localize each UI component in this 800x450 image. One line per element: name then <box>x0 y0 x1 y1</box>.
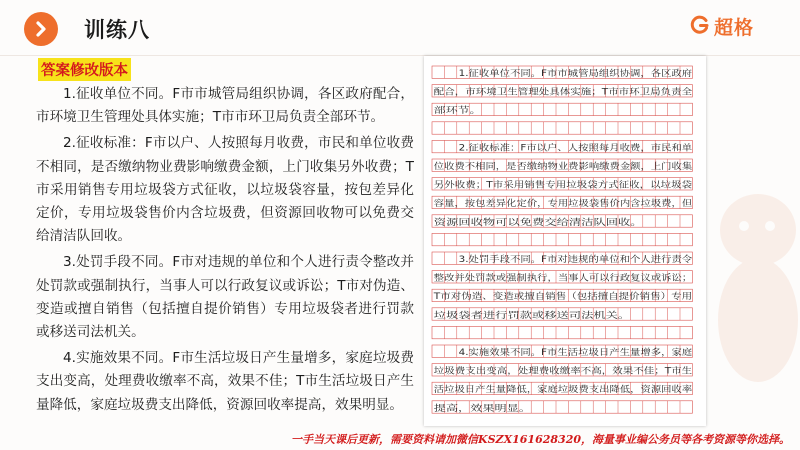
answer-sheet-line: 提高，效果明显。 <box>433 403 503 414</box>
answer-sheet-row <box>432 401 692 414</box>
answer-sheet-row <box>432 178 693 191</box>
answer-sheet-row <box>432 326 692 338</box>
answer-paragraph-1: 1.征收单位不同。F市市城管局组织协调，各区政府配合，市环境卫生管理处具体实施；T市市环卫局负责全部环节。 <box>36 86 414 126</box>
answer-sheet-row <box>432 140 693 153</box>
answer-sheet-row <box>432 85 693 98</box>
answer-sheet-row <box>432 215 692 228</box>
answer-sheet-row <box>432 308 692 321</box>
answer-sheet-row <box>432 103 692 116</box>
answer-sheet-line: 配合，市环境卫生管理处具体实施；T市市环卫局负责全 <box>433 87 646 98</box>
answer-sheet-line: 1.征收单位不同。F市市城管局组织协调，各区政府 <box>458 69 653 79</box>
answer-sheet-row <box>432 364 693 377</box>
answer-sheet-line: 活垃圾日产生量降低，家庭垃圾费支出降低，资源回收率 <box>433 385 649 396</box>
answer-sheet-row <box>432 252 693 265</box>
answer-sheet-line: 整改并处罚款或强制执行，当事人可以行政复议或诉讼； <box>433 273 649 284</box>
answer-sheet-line: 垃圾费支出变高，处理费收缴率不高，效果不佳；T市生 <box>433 366 646 377</box>
answer-paragraph-4: 4.实施效果不同。F市生活垃圾日产生量增多，家庭垃圾费支出变高，处理费收缴率不高，效果不佳；T市生活垃圾日产生量降低，家庭垃圾费支出降低，资源回收率提高，效果明显。 <box>36 350 414 413</box>
answer-paragraph-2: 2.征收标准：F市以户、人按照每月收费，市民和单位收费不相同，是否缴纳物业费影响缴费金额，上门收集另外收费；T市采用销售专用垃圾袋方式征收，以垃圾袋容量，按包差异化定价，专用垃圾袋售价内含垃圾费，但资源回收物可以免费交给清洁队回收。 <box>36 135 414 245</box>
brand-logo <box>690 13 754 40</box>
answer-sheet-row <box>432 345 693 358</box>
answer-section <box>36 58 414 417</box>
answer-sheet-row <box>432 289 692 302</box>
footer-note: 一手当天课后更新，需要资料请加微信KSZX161628320，海量事业编公务员等各考资源等你选择。 <box>291 433 790 446</box>
answer-sheet-line: T市对伪造、变造或擅自销售（包括擅自提价销售）专用 <box>433 292 646 303</box>
answer-sheet-row <box>432 66 693 79</box>
answer-sheet-line: 资源回收物可以免费交给清洁队回收。 <box>433 217 580 228</box>
answer-sheet <box>424 56 706 426</box>
answer-sheet-line: 位收费不相同，是否缴纳物业费影响缴费金额，上门收集 <box>433 162 649 172</box>
answer-sheet-line: 3.处罚手段不同。F市对违规的单位和个人进行责令 <box>458 255 653 265</box>
header <box>0 0 800 56</box>
answer-sheet-line: 2.征收标准：F市以户、人按照每月收费，市民和单 <box>458 143 653 154</box>
answer-sheet-row <box>432 271 692 284</box>
brand-name: 超格 <box>713 17 754 39</box>
answer-grid <box>424 56 706 426</box>
answer-sheet-line: 4.实施效果不同。F市生活垃圾日产生量增多，家庭 <box>458 348 653 358</box>
brand-mark-icon <box>690 15 710 39</box>
answer-paragraph-3: 3.处罚手段不同。F市对违规的单位和个人进行责令整改并处罚款或强制执行，当事人可以行政复议或诉讼；T市对伪造、变造或擅自销售（包括擅自提价销售）专用垃圾袋者进行罚款或移送司法机关。 <box>36 254 414 341</box>
answer-sheet-line: 另外收费；T市采用销售专用垃圾袋方式征收，以垃圾袋 <box>433 180 646 191</box>
answer-sheet-line: 部环节。 <box>433 106 469 117</box>
answer-version-badge: 答案修改版本 <box>38 58 131 81</box>
answer-sheet-row <box>432 382 693 395</box>
answer-sheet-row <box>432 159 693 172</box>
answer-sheet-row <box>432 122 692 134</box>
play-arrow-icon <box>24 12 58 46</box>
answer-sheet-line: 垃圾袋者进行罚款或移送司法机关。 <box>433 310 572 321</box>
mascot-watermark-icon <box>708 170 800 400</box>
answer-sheet-line: 容量，按包差异化定价，专用垃圾袋售价内含垃圾费，但 <box>433 199 649 210</box>
answer-sheet-row <box>432 196 693 209</box>
page-title: 训练八 <box>84 18 150 42</box>
answer-sheet-row <box>432 233 692 245</box>
